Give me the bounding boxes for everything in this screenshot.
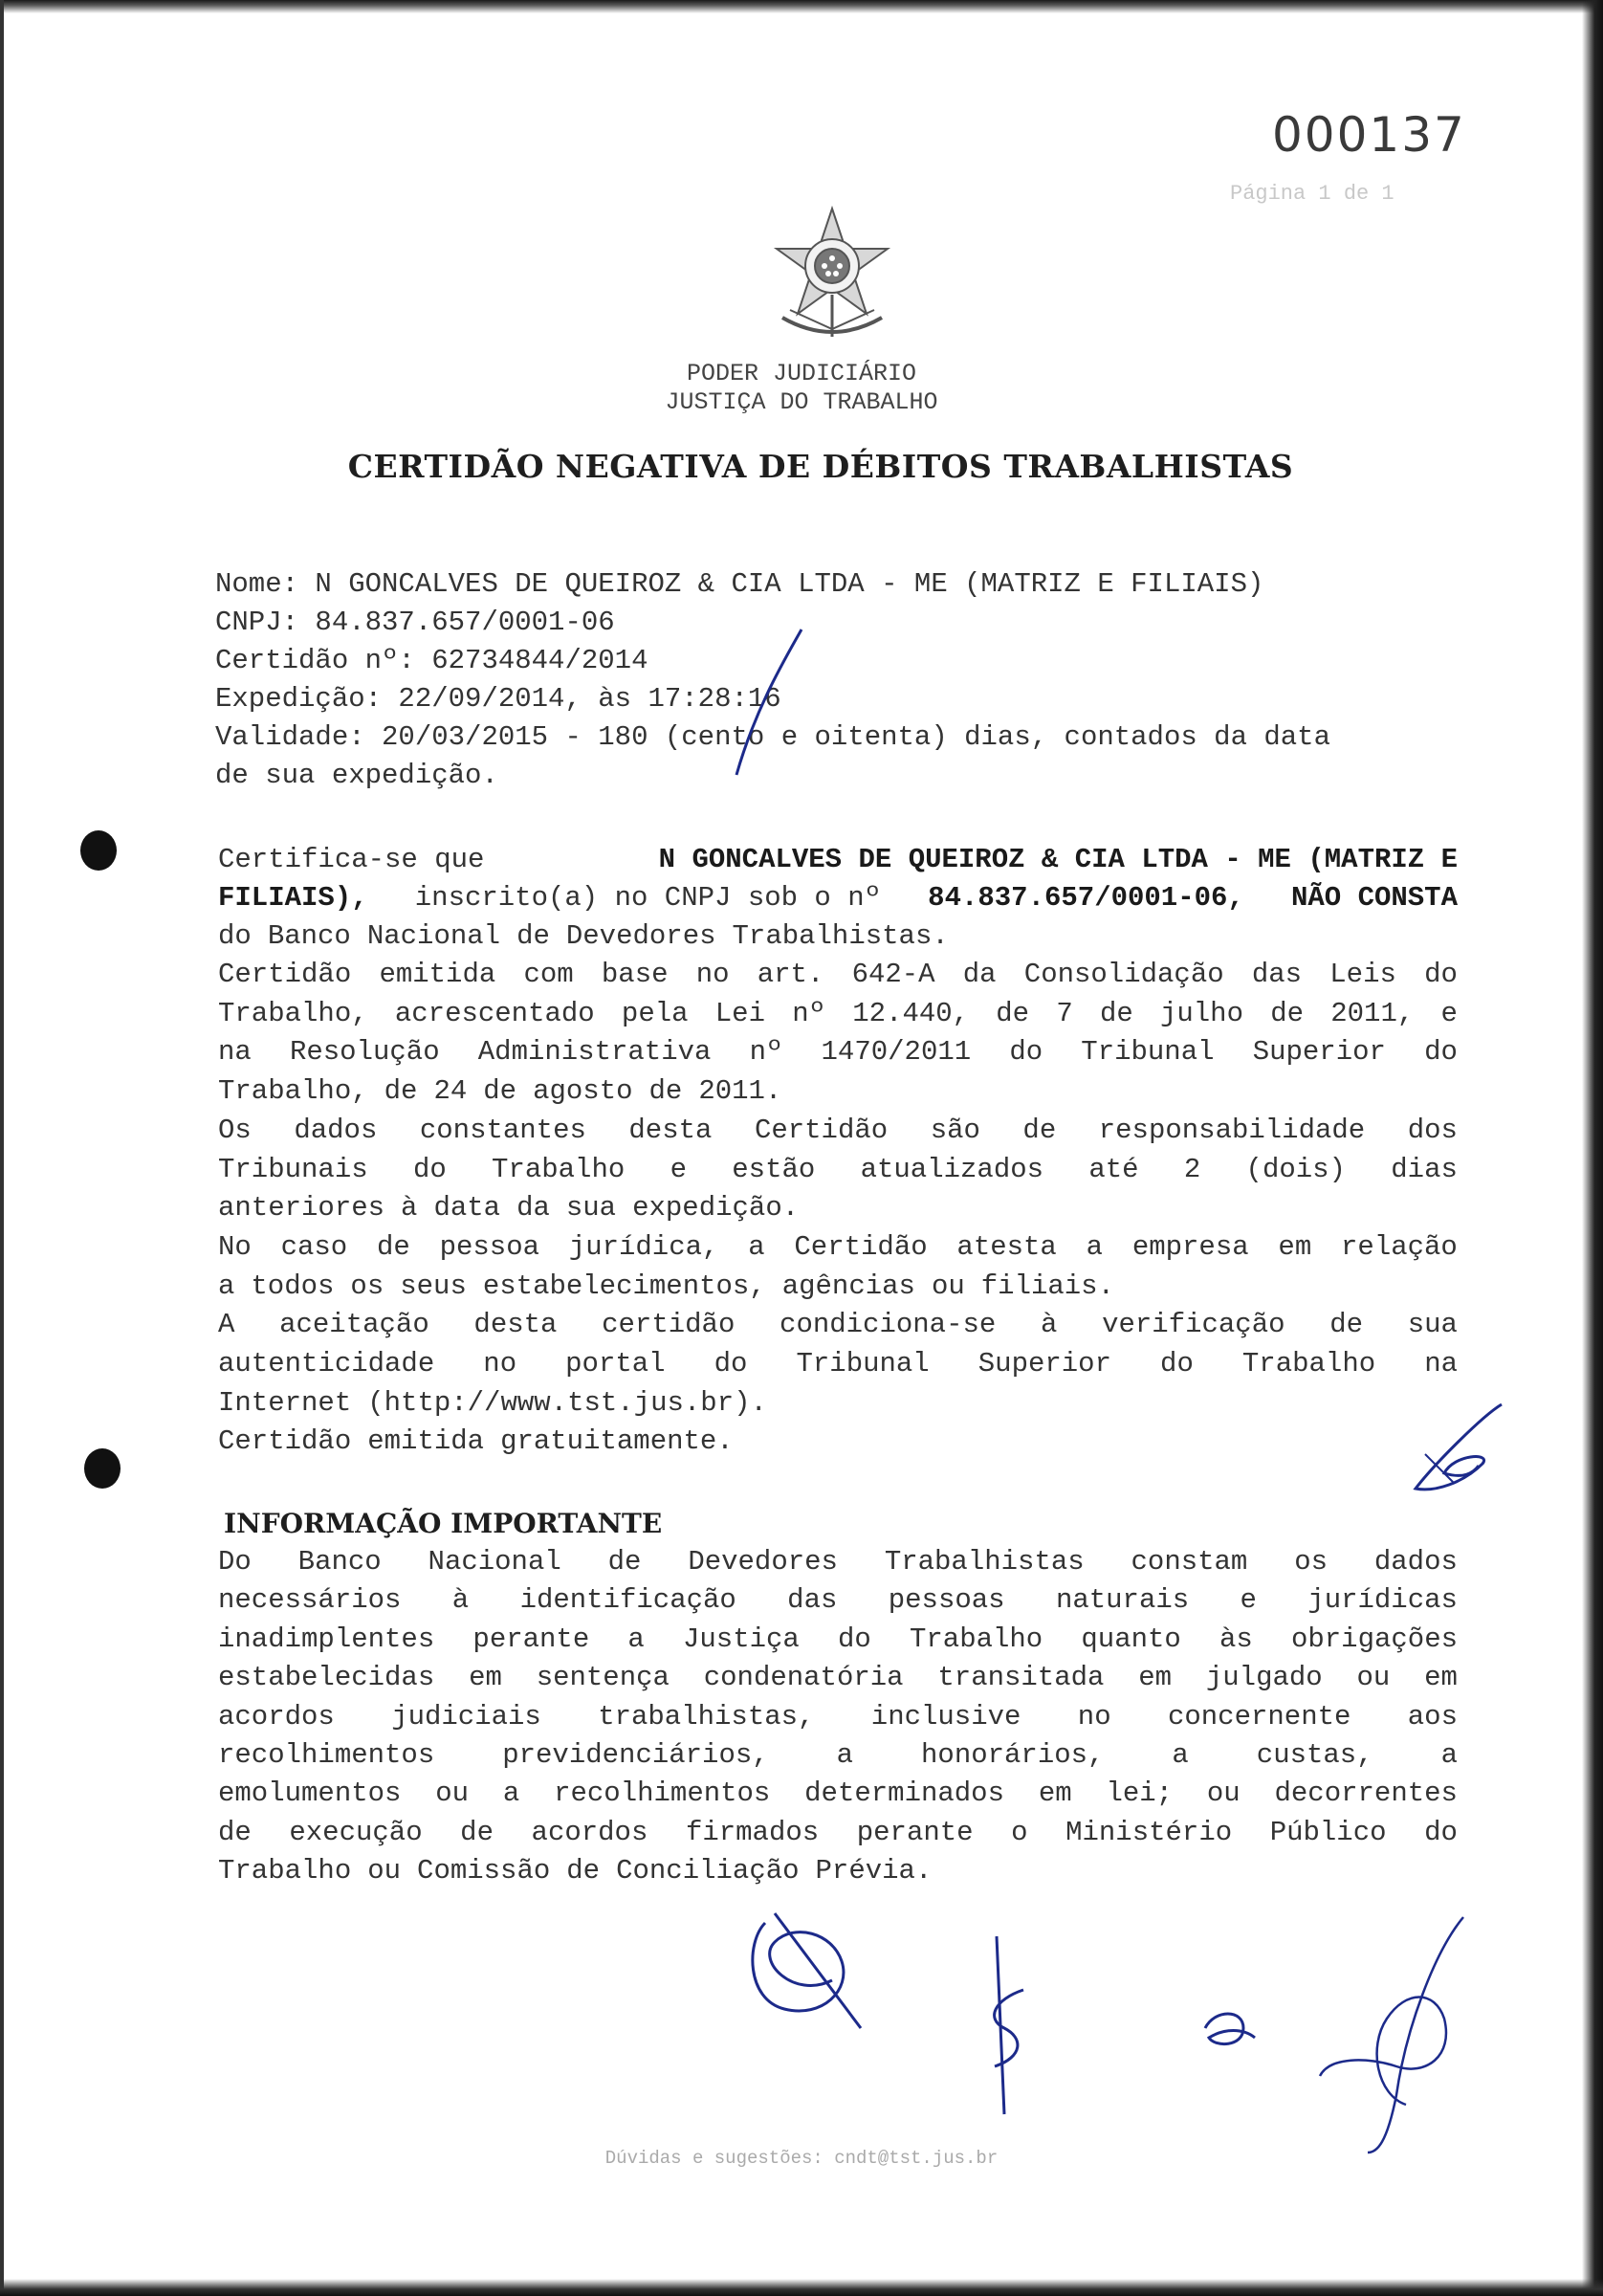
signature-1 [736, 1904, 880, 2038]
punch-hole-bottom [84, 1448, 121, 1489]
certifica-line-2 [218, 882, 1458, 914]
body-line-6: Tribunais do Trabalho e estão atualizados até 2 (dois) dias [218, 1153, 1458, 1185]
body-line-3: na Resolução Administrativa nº 1470/2011 do Tribunal Superior do [218, 1036, 1458, 1069]
coat-of-arms-icon [761, 203, 903, 344]
page-indicator: Página 1 de 1 [1230, 182, 1394, 206]
signature-4 [1310, 1913, 1473, 2162]
certifica-line-3: do Banco Nacional de Devedores Trabalhistas. [218, 920, 949, 952]
body-line-1: Certidão emitida com base no art. 642-A da Consolidação das Leis do [218, 959, 1458, 990]
important-line-6: recolhimentos previdenciários, a honorários, a custas, a [218, 1739, 1458, 1771]
body-line-4: Trabalho, de 24 de agosto de 2011. [218, 1075, 782, 1108]
info-cnpj: CNPJ: 84.837.657/0001-06 [215, 607, 615, 638]
body-line-8: No caso de pessoa jurídica, a Certidão atesta a empresa em relação [218, 1230, 1458, 1263]
body-line-13: Certidão emitida gratuitamente. [218, 1425, 734, 1458]
info-validade: Validade: 20/03/2015 - 180 (cento e oitenta) dias, contados da data [215, 721, 1330, 753]
scan-edge-right [1582, 0, 1603, 2296]
important-line-9: Trabalho ou Comissão de Conciliação Prévia. [218, 1855, 933, 1888]
certifica-company-name-cont: FILIAIS), [218, 882, 368, 914]
important-line-3: inadimplentes perante a Justiça do Trabalho quanto às obrigações [218, 1623, 1458, 1655]
certifica-prefix: Certifica-se que [218, 844, 485, 875]
info-nome: Nome: N GONCALVES DE QUEIROZ & CIA LTDA - ME (MATRIZ E FILIAIS) [215, 568, 1264, 600]
header-justica-do-trabalho: JUSTIÇA DO TRABALHO [665, 388, 938, 416]
scan-edge-left [0, 0, 4, 2296]
body-line-2: Trabalho, acrescentado pela Lei nº 12.440, de 7 de julho de 2011, e [218, 997, 1458, 1029]
important-line-7: emolumentos ou a recolhimentos determinados em lei; ou decorrentes [218, 1777, 1458, 1810]
certifica-inscrito: inscrito(a) no CNPJ sob o nº [414, 882, 882, 914]
important-line-5: acordos judiciais trabalhistas, inclusive no concernente aos [218, 1700, 1458, 1733]
body-line-11: autenticidade no portal do Tribunal Superior do Trabalho na [218, 1348, 1458, 1380]
important-line-1: Do Banco Nacional de Devedores Trabalhistas constam os dados [218, 1546, 1458, 1578]
certifica-nao-consta: NÃO CONSTA [1290, 882, 1458, 914]
body-line-7: anteriores à data da sua expedição. [218, 1192, 800, 1225]
important-line-4: estabelecidas em sentença condenatória transitada em julgado ou em [218, 1662, 1458, 1694]
document-title: CERTIDÃO NEGATIVA DE DÉBITOS TRABALHISTAS [347, 448, 1294, 485]
page-stamp-number: 000137 [1272, 107, 1466, 163]
certifica-company-name: N GONCALVES DE QUEIROZ & CIA LTDA - ME (MATRIZ E [658, 844, 1458, 875]
scan-edge-top [0, 0, 1603, 13]
info-certidao-numero: Certidão nº: 62734844/2014 [215, 645, 648, 676]
important-info-title: INFORMAÇÃO IMPORTANTE [224, 1508, 663, 1539]
important-line-2: necessários à identificação das pessoas naturais e jurídicas [218, 1584, 1458, 1617]
body-line-5: Os dados constantes desta Certidão são de responsabilidade dos [218, 1114, 1458, 1146]
info-expedicao: Expedição: 22/09/2014, às 17:28:16 [215, 683, 781, 715]
signature-2 [976, 1932, 1043, 2124]
body-line-10: A aceitação desta certidão condiciona-se à verificação de sua [218, 1309, 1458, 1341]
header-poder-judiciario: PODER JUDICIÁRIO [686, 360, 917, 387]
signature-3 [1196, 1999, 1263, 2057]
handwritten-initials [1396, 1397, 1511, 1502]
scan-edge-bottom [0, 2279, 1603, 2296]
body-line-9: a todos os seus estabelecimentos, agências ou filiais. [218, 1269, 1114, 1302]
certifica-cnpj: 84.837.657/0001-06, [928, 882, 1244, 914]
info-validade-continuation: de sua expedição. [215, 760, 498, 791]
handwritten-slash-mark [727, 622, 813, 784]
footer-contact: Dúvidas e sugestões: cndt@tst.jus.br [604, 2148, 999, 2169]
certifica-line-1 [218, 844, 1458, 875]
punch-hole-top [80, 830, 117, 871]
body-line-12: Internet (http://www.tst.jus.br). [218, 1386, 767, 1419]
important-line-8: de execução de acordos firmados perante o Ministério Público do [218, 1816, 1458, 1848]
